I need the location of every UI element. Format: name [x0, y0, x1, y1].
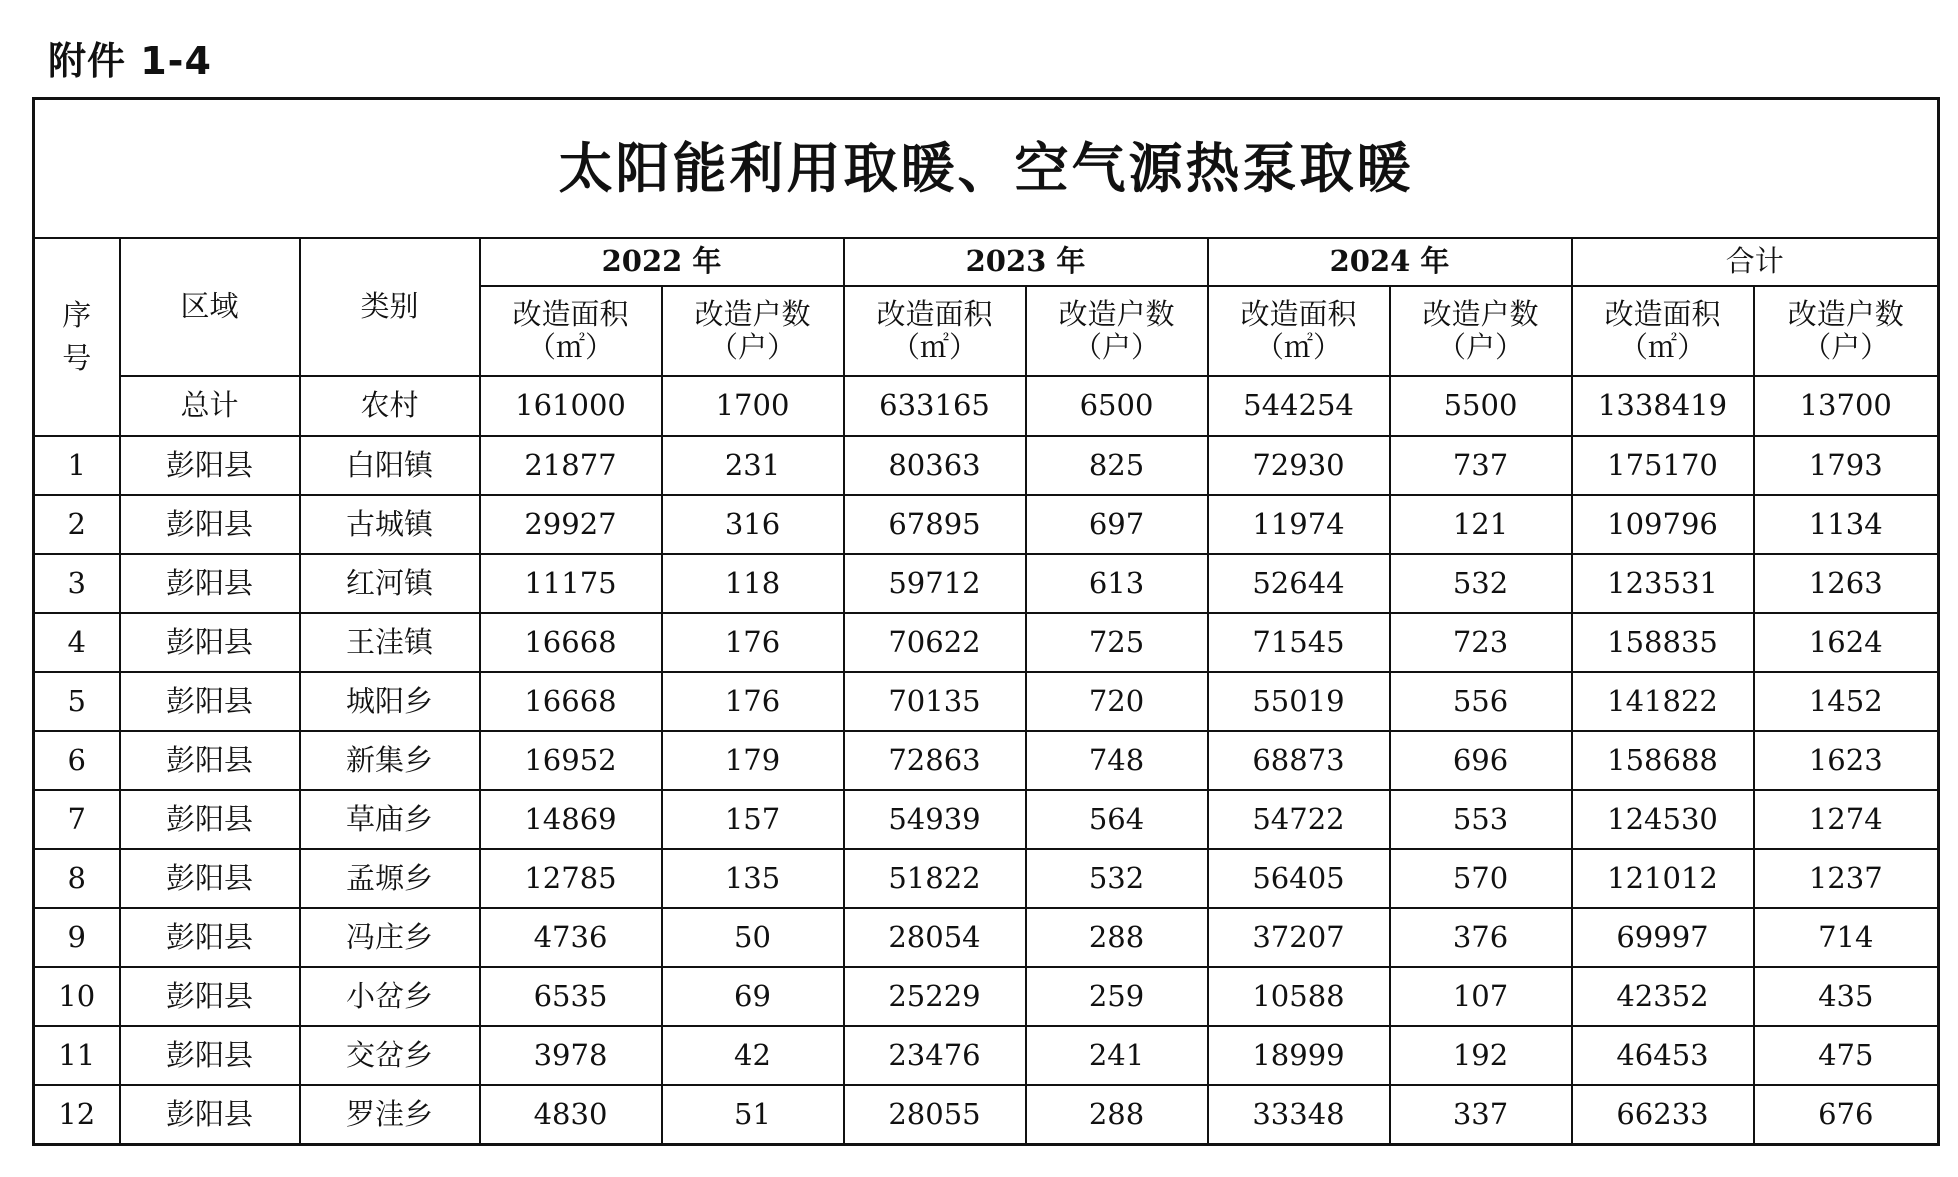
table-title: 太阳能利用取暖、空气源热泵取暖 — [34, 99, 1939, 239]
households-header-label: 改造户数 — [694, 296, 811, 331]
area-header-unit: （㎡） — [526, 330, 614, 364]
seq-cell: 3 — [34, 554, 120, 613]
category-header: 类别 — [300, 238, 480, 376]
area-header-2024 — [1208, 286, 1390, 376]
value-cell: 14869 — [480, 790, 662, 849]
table-row — [34, 908, 1939, 967]
value-cell: 4830 — [480, 1085, 662, 1145]
region-cell: 彭阳县 — [120, 1085, 300, 1145]
region-cell: 彭阳县 — [120, 731, 300, 790]
total-value-cell: 1700 — [662, 376, 844, 436]
value-cell: 123531 — [1572, 554, 1754, 613]
value-cell: 135 — [662, 849, 844, 908]
data-table-container — [32, 97, 1937, 1144]
town-cell: 白阳镇 — [300, 436, 480, 495]
value-cell: 121012 — [1572, 849, 1754, 908]
value-cell: 21877 — [480, 436, 662, 495]
value-cell: 42352 — [1572, 967, 1754, 1026]
value-cell: 16668 — [480, 672, 662, 731]
seq-cell: 10 — [34, 967, 120, 1026]
value-cell: 564 — [1026, 790, 1208, 849]
value-cell: 59712 — [844, 554, 1026, 613]
seq-cell: 8 — [34, 849, 120, 908]
households-header-2022 — [662, 286, 844, 376]
value-cell: 42 — [662, 1026, 844, 1085]
table-row — [34, 967, 1939, 1026]
value-cell: 697 — [1026, 495, 1208, 554]
seq-cell: 11 — [34, 1026, 120, 1085]
total-category: 农村 — [300, 376, 480, 436]
value-cell: 748 — [1026, 731, 1208, 790]
value-cell: 141822 — [1572, 672, 1754, 731]
region-cell: 彭阳县 — [120, 613, 300, 672]
value-cell: 714 — [1754, 908, 1939, 967]
value-cell: 241 — [1026, 1026, 1208, 1085]
value-cell: 33348 — [1208, 1085, 1390, 1145]
value-cell: 337 — [1390, 1085, 1572, 1145]
value-cell: 556 — [1390, 672, 1572, 731]
households-header-unit: （户） — [1072, 330, 1160, 364]
area-header-label: 改造面积 — [1240, 296, 1357, 331]
region-cell: 彭阳县 — [120, 436, 300, 495]
table-row — [34, 849, 1939, 908]
value-cell: 72863 — [844, 731, 1026, 790]
seq-cell: 6 — [34, 731, 120, 790]
value-cell: 6535 — [480, 967, 662, 1026]
area-header-2022 — [480, 286, 662, 376]
value-cell: 825 — [1026, 436, 1208, 495]
town-cell: 城阳乡 — [300, 672, 480, 731]
value-cell: 80363 — [844, 436, 1026, 495]
value-cell: 376 — [1390, 908, 1572, 967]
households-header-unit: （户） — [1802, 330, 1890, 364]
households-header-label: 改造户数 — [1787, 296, 1904, 331]
town-cell: 新集乡 — [300, 731, 480, 790]
area-header-unit: （㎡） — [1254, 330, 1342, 364]
households-header-label: 改造户数 — [1422, 296, 1539, 331]
value-cell: 25229 — [844, 967, 1026, 1026]
total-value-cell: 5500 — [1390, 376, 1572, 436]
value-cell: 570 — [1390, 849, 1572, 908]
value-cell: 69997 — [1572, 908, 1754, 967]
table-row — [34, 672, 1939, 731]
value-cell: 1793 — [1754, 436, 1939, 495]
value-cell: 12785 — [480, 849, 662, 908]
region-cell: 彭阳县 — [120, 967, 300, 1026]
value-cell: 118 — [662, 554, 844, 613]
region-cell: 彭阳县 — [120, 849, 300, 908]
value-cell: 56405 — [1208, 849, 1390, 908]
value-cell: 1452 — [1754, 672, 1939, 731]
town-cell: 孟塬乡 — [300, 849, 480, 908]
area-header-label: 改造面积 — [512, 296, 629, 331]
seq-cell: 4 — [34, 613, 120, 672]
region-cell: 彭阳县 — [120, 672, 300, 731]
region-cell: 彭阳县 — [120, 908, 300, 967]
value-cell: 68873 — [1208, 731, 1390, 790]
value-cell: 737 — [1390, 436, 1572, 495]
value-cell: 176 — [662, 613, 844, 672]
town-cell: 草庙乡 — [300, 790, 480, 849]
town-cell: 古城镇 — [300, 495, 480, 554]
table-row — [34, 554, 1939, 613]
value-cell: 435 — [1754, 967, 1939, 1026]
town-cell: 红河镇 — [300, 554, 480, 613]
seq-cell: 5 — [34, 672, 120, 731]
value-cell: 16668 — [480, 613, 662, 672]
table-row — [34, 790, 1939, 849]
seq-cell: 12 — [34, 1085, 120, 1145]
households-header-2023 — [1026, 286, 1208, 376]
seq-header — [34, 238, 120, 436]
area-header-total — [1572, 286, 1754, 376]
households-header-2024 — [1390, 286, 1572, 376]
value-cell: 1134 — [1754, 495, 1939, 554]
area-header-label: 改造面积 — [1604, 296, 1721, 331]
households-header-unit: （户） — [1436, 330, 1524, 364]
value-cell: 1623 — [1754, 731, 1939, 790]
total-value-cell: 6500 — [1026, 376, 1208, 436]
value-cell: 23476 — [844, 1026, 1026, 1085]
value-cell: 723 — [1390, 613, 1572, 672]
seq-cell: 9 — [34, 908, 120, 967]
value-cell: 725 — [1026, 613, 1208, 672]
value-cell: 259 — [1026, 967, 1208, 1026]
value-cell: 16952 — [480, 731, 662, 790]
value-cell: 696 — [1390, 731, 1572, 790]
area-header-unit: （㎡） — [1618, 330, 1706, 364]
value-cell: 720 — [1026, 672, 1208, 731]
attachment-label: 附件 1-4 — [48, 39, 212, 83]
value-cell: 475 — [1754, 1026, 1939, 1085]
seq-cell: 1 — [34, 436, 120, 495]
total-value-cell: 544254 — [1208, 376, 1390, 436]
value-cell: 54722 — [1208, 790, 1390, 849]
region-cell: 彭阳县 — [120, 790, 300, 849]
value-cell: 10588 — [1208, 967, 1390, 1026]
area-header-2023 — [844, 286, 1026, 376]
value-cell: 69 — [662, 967, 844, 1026]
seq-cell: 2 — [34, 495, 120, 554]
table-row — [34, 731, 1939, 790]
seq-header-line2: 号 — [62, 341, 92, 375]
year-header-2023: 2023 年 — [844, 238, 1208, 286]
value-cell: 157 — [662, 790, 844, 849]
year-header-2022: 2022 年 — [480, 238, 844, 286]
value-cell: 52644 — [1208, 554, 1390, 613]
total-value-cell: 1338419 — [1572, 376, 1754, 436]
table-row — [34, 1085, 1939, 1145]
table-row — [34, 495, 1939, 554]
town-cell: 冯庄乡 — [300, 908, 480, 967]
town-cell: 小岔乡 — [300, 967, 480, 1026]
total-region: 总计 — [120, 376, 300, 436]
region-header: 区域 — [120, 238, 300, 376]
value-cell: 176 — [662, 672, 844, 731]
value-cell: 288 — [1026, 908, 1208, 967]
value-cell: 553 — [1390, 790, 1572, 849]
town-cell: 交岔乡 — [300, 1026, 480, 1085]
value-cell: 158835 — [1572, 613, 1754, 672]
value-cell: 158688 — [1572, 731, 1754, 790]
value-cell: 676 — [1754, 1085, 1939, 1145]
town-cell: 罗洼乡 — [300, 1085, 480, 1145]
value-cell: 11175 — [480, 554, 662, 613]
value-cell: 51 — [662, 1085, 844, 1145]
value-cell: 70135 — [844, 672, 1026, 731]
households-header-unit: （户） — [708, 330, 796, 364]
value-cell: 175170 — [1572, 436, 1754, 495]
value-cell: 4736 — [480, 908, 662, 967]
value-cell: 121 — [1390, 495, 1572, 554]
households-header-label: 改造户数 — [1058, 296, 1175, 331]
table-row — [34, 613, 1939, 672]
households-header-total — [1754, 286, 1939, 376]
total-value-cell: 161000 — [480, 376, 662, 436]
area-header-unit: （㎡） — [890, 330, 978, 364]
region-cell: 彭阳县 — [120, 554, 300, 613]
value-cell: 107 — [1390, 967, 1572, 1026]
value-cell: 37207 — [1208, 908, 1390, 967]
value-cell: 532 — [1390, 554, 1572, 613]
value-cell: 55019 — [1208, 672, 1390, 731]
value-cell: 1237 — [1754, 849, 1939, 908]
value-cell: 67895 — [844, 495, 1026, 554]
value-cell: 71545 — [1208, 613, 1390, 672]
value-cell: 1274 — [1754, 790, 1939, 849]
region-cell: 彭阳县 — [120, 495, 300, 554]
value-cell: 66233 — [1572, 1085, 1754, 1145]
value-cell: 613 — [1026, 554, 1208, 613]
value-cell: 1624 — [1754, 613, 1939, 672]
value-cell: 29927 — [480, 495, 662, 554]
value-cell: 72930 — [1208, 436, 1390, 495]
value-cell: 231 — [662, 436, 844, 495]
value-cell: 18999 — [1208, 1026, 1390, 1085]
value-cell: 28055 — [844, 1085, 1026, 1145]
value-cell: 1263 — [1754, 554, 1939, 613]
value-cell: 179 — [662, 731, 844, 790]
table-row — [34, 1026, 1939, 1085]
value-cell: 11974 — [1208, 495, 1390, 554]
town-cell: 王洼镇 — [300, 613, 480, 672]
value-cell: 192 — [1390, 1026, 1572, 1085]
value-cell: 316 — [662, 495, 844, 554]
value-cell: 532 — [1026, 849, 1208, 908]
seq-cell: 7 — [34, 790, 120, 849]
value-cell: 46453 — [1572, 1026, 1754, 1085]
total-header: 合计 — [1572, 238, 1939, 286]
region-cell: 彭阳县 — [120, 1026, 300, 1085]
value-cell: 28054 — [844, 908, 1026, 967]
value-cell: 124530 — [1572, 790, 1754, 849]
table-row — [34, 436, 1939, 495]
value-cell: 54939 — [844, 790, 1026, 849]
value-cell: 51822 — [844, 849, 1026, 908]
heating-retrofit-table — [32, 97, 1940, 1146]
value-cell: 70622 — [844, 613, 1026, 672]
year-header-2024: 2024 年 — [1208, 238, 1572, 286]
value-cell: 288 — [1026, 1085, 1208, 1145]
area-header-label: 改造面积 — [876, 296, 993, 331]
seq-header-line1: 序 — [62, 297, 92, 332]
value-cell: 50 — [662, 908, 844, 967]
total-value-cell: 633165 — [844, 376, 1026, 436]
total-value-cell: 13700 — [1754, 376, 1939, 436]
value-cell: 109796 — [1572, 495, 1754, 554]
value-cell: 3978 — [480, 1026, 662, 1085]
